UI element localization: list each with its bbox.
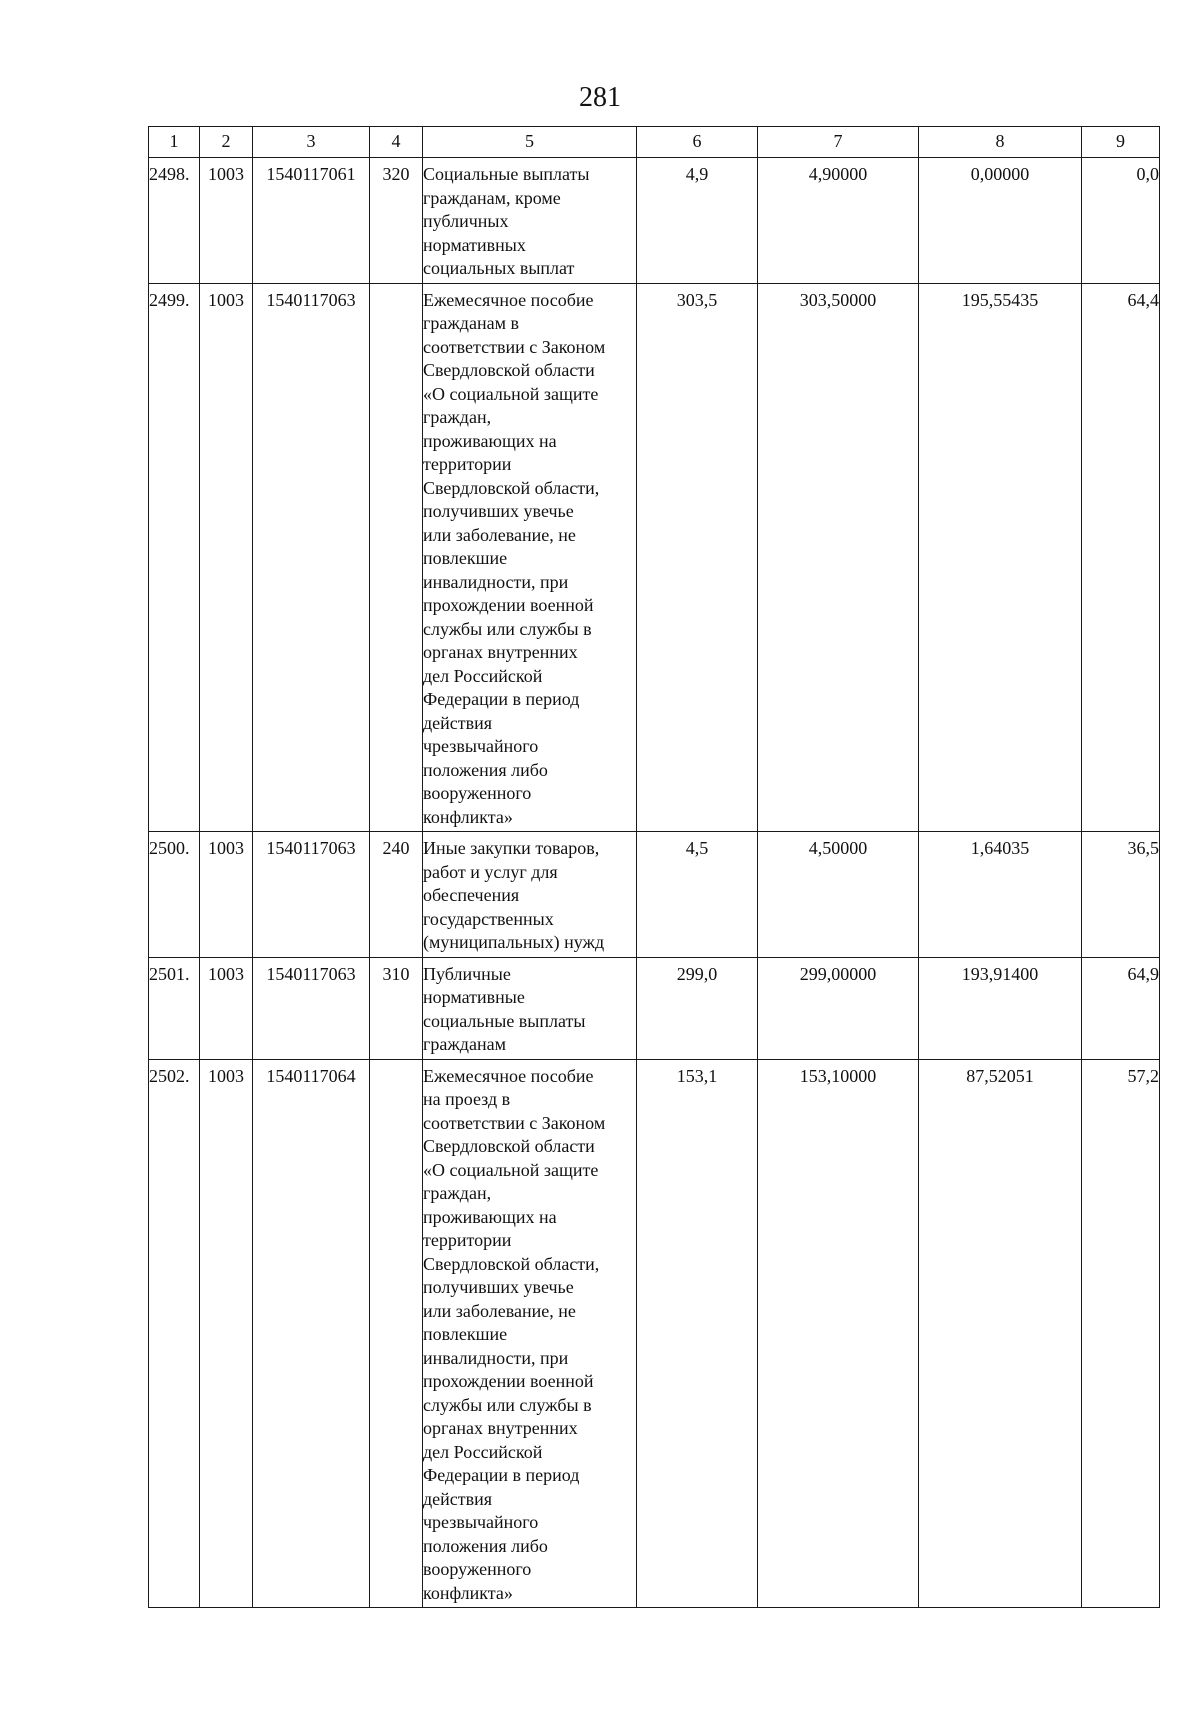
approved-amount-cell: 4,90000 — [758, 158, 919, 284]
description-line: Федерации в период — [423, 1465, 580, 1485]
description-line: Свердловской области — [423, 1136, 595, 1156]
description-line: повлекшие — [423, 1324, 508, 1344]
planned-amount-cell: 299,0 — [637, 957, 758, 1059]
description-line: положения либо — [423, 1535, 548, 1556]
planned-amount-cell: 4,5 — [637, 832, 758, 958]
section-code-cell: 1003 — [200, 283, 253, 832]
description-line: Публичные — [423, 963, 511, 984]
executed-amount-cell: 1,64035 — [919, 832, 1082, 958]
description-line: «О социальной защите — [423, 1159, 599, 1180]
description-line: или заболевание, не — [423, 1300, 576, 1321]
section-code-cell: 1003 — [200, 957, 253, 1059]
description-line: на проезд в — [423, 1089, 511, 1109]
description-line: Ежемесячное пособие — [423, 289, 594, 310]
column-header-6: 6 — [637, 127, 758, 158]
column-header-8: 8 — [919, 127, 1082, 158]
description-line: вооруженного — [423, 783, 532, 803]
description-line: вооруженного — [423, 1559, 532, 1579]
description-line: граждан, — [423, 1183, 492, 1203]
row-number-cell: 2499. — [149, 283, 200, 832]
description-line: чрезвычайного — [423, 1512, 539, 1532]
description-line: конфликта» — [423, 1582, 513, 1603]
description-line: соответствии с Законом — [423, 1112, 606, 1133]
description-line: (муниципальных) нужд — [423, 932, 605, 952]
description-line: повлекшие — [423, 548, 508, 568]
description-line: Иные закупки товаров, — [423, 838, 600, 858]
page-number: 281 — [579, 82, 621, 113]
executed-amount-cell: 195,55435 — [919, 283, 1082, 832]
planned-amount-cell: 153,1 — [637, 1059, 758, 1608]
description-line: инвалидности, при — [423, 571, 569, 592]
description-line: получивших увечье — [423, 501, 574, 521]
section-code-cell: 1003 — [200, 832, 253, 958]
table-header — [149, 127, 1160, 158]
section-code-cell: 1003 — [200, 158, 253, 284]
expense-type-cell — [370, 1059, 423, 1608]
description-line: органах внутренних — [423, 1418, 578, 1438]
description-line: социальные выплаты — [423, 1010, 586, 1031]
description-cell — [423, 957, 637, 1059]
description-line: социальных выплат — [423, 258, 575, 278]
expense-type-cell: 320 — [370, 158, 423, 284]
description-line: конфликта» — [423, 806, 513, 827]
description-line: территории — [423, 454, 512, 474]
target-code-cell: 1540117063 — [253, 832, 370, 958]
approved-amount-cell: 299,00000 — [758, 957, 919, 1059]
description-line: дел Российской — [423, 665, 543, 686]
table-row — [149, 158, 1160, 284]
percent-executed-cell: 64,4 — [1082, 283, 1160, 832]
description-line: Свердловской области — [423, 360, 595, 380]
description-line: публичных — [423, 211, 509, 231]
description-line: проживающих на — [423, 1206, 557, 1227]
approved-amount-cell: 153,10000 — [758, 1059, 919, 1608]
table-row — [149, 283, 1160, 832]
expense-type-cell — [370, 283, 423, 832]
description-line: Ежемесячное пособие — [423, 1065, 594, 1086]
description-line: прохождении военной — [423, 595, 594, 615]
description-line: работ и услуг для — [423, 861, 558, 882]
header-row — [149, 127, 1160, 158]
description-line: действия — [423, 1488, 493, 1509]
description-line: гражданам, кроме — [423, 187, 561, 208]
expense-type-cell: 240 — [370, 832, 423, 958]
percent-executed-cell: 36,5 — [1082, 832, 1160, 958]
row-number-cell: 2501. — [149, 957, 200, 1059]
target-code-cell: 1540117063 — [253, 283, 370, 832]
column-header-7: 7 — [758, 127, 919, 158]
row-number-cell: 2498. — [149, 158, 200, 284]
budget-table — [148, 126, 1160, 1608]
description-cell — [423, 283, 637, 832]
description-line: «О социальной защите — [423, 383, 599, 404]
executed-amount-cell: 0,00000 — [919, 158, 1082, 284]
target-code-cell: 1540117063 — [253, 957, 370, 1059]
description-line: обеспечения — [423, 885, 520, 905]
description-line: службы или службы в — [423, 618, 592, 639]
percent-executed-cell: 0,0 — [1082, 158, 1160, 284]
description-line: действия — [423, 712, 493, 733]
description-line: проживающих на — [423, 430, 557, 451]
description-line: Социальные выплаты — [423, 164, 590, 184]
percent-executed-cell: 57,2 — [1082, 1059, 1160, 1608]
table-row — [149, 832, 1160, 958]
description-line: или заболевание, не — [423, 524, 576, 545]
description-line: нормативных — [423, 234, 526, 255]
description-cell — [423, 832, 637, 958]
column-header-4: 4 — [370, 127, 423, 158]
description-line: Свердловской области, — [423, 1253, 600, 1274]
table-row — [149, 957, 1160, 1059]
row-number-cell: 2500. — [149, 832, 200, 958]
description-line: территории — [423, 1230, 512, 1250]
column-header-1: 1 — [149, 127, 200, 158]
description-line: гражданам — [423, 1034, 506, 1054]
table-row — [149, 1059, 1160, 1608]
row-number-cell: 2502. — [149, 1059, 200, 1608]
expense-type-cell: 310 — [370, 957, 423, 1059]
description-line: органах внутренних — [423, 642, 578, 662]
executed-amount-cell: 87,52051 — [919, 1059, 1082, 1608]
description-line: службы или службы в — [423, 1394, 592, 1415]
approved-amount-cell: 303,50000 — [758, 283, 919, 832]
description-line: нормативные — [423, 987, 525, 1007]
executed-amount-cell: 193,91400 — [919, 957, 1082, 1059]
description-cell — [423, 158, 637, 284]
description-line: гражданам в — [423, 313, 519, 333]
description-line: чрезвычайного — [423, 736, 539, 756]
column-header-2: 2 — [200, 127, 253, 158]
description-line: дел Российской — [423, 1441, 543, 1462]
column-header-3: 3 — [253, 127, 370, 158]
column-header-9: 9 — [1082, 127, 1160, 158]
target-code-cell: 1540117061 — [253, 158, 370, 284]
description-line: положения либо — [423, 759, 548, 780]
description-line: Федерации в период — [423, 689, 580, 709]
description-line: получивших увечье — [423, 1277, 574, 1297]
description-cell — [423, 1059, 637, 1608]
description-line: прохождении военной — [423, 1371, 594, 1391]
description-line: соответствии с Законом — [423, 336, 606, 357]
table-body — [149, 158, 1160, 1608]
percent-executed-cell: 64,9 — [1082, 957, 1160, 1059]
section-code-cell: 1003 — [200, 1059, 253, 1608]
planned-amount-cell: 4,9 — [637, 158, 758, 284]
target-code-cell: 1540117064 — [253, 1059, 370, 1608]
description-line: граждан, — [423, 407, 492, 427]
description-line: Свердловской области, — [423, 477, 600, 498]
description-line: государственных — [423, 908, 554, 929]
approved-amount-cell: 4,50000 — [758, 832, 919, 958]
planned-amount-cell: 303,5 — [637, 283, 758, 832]
column-header-5: 5 — [423, 127, 637, 158]
description-line: инвалидности, при — [423, 1347, 569, 1368]
